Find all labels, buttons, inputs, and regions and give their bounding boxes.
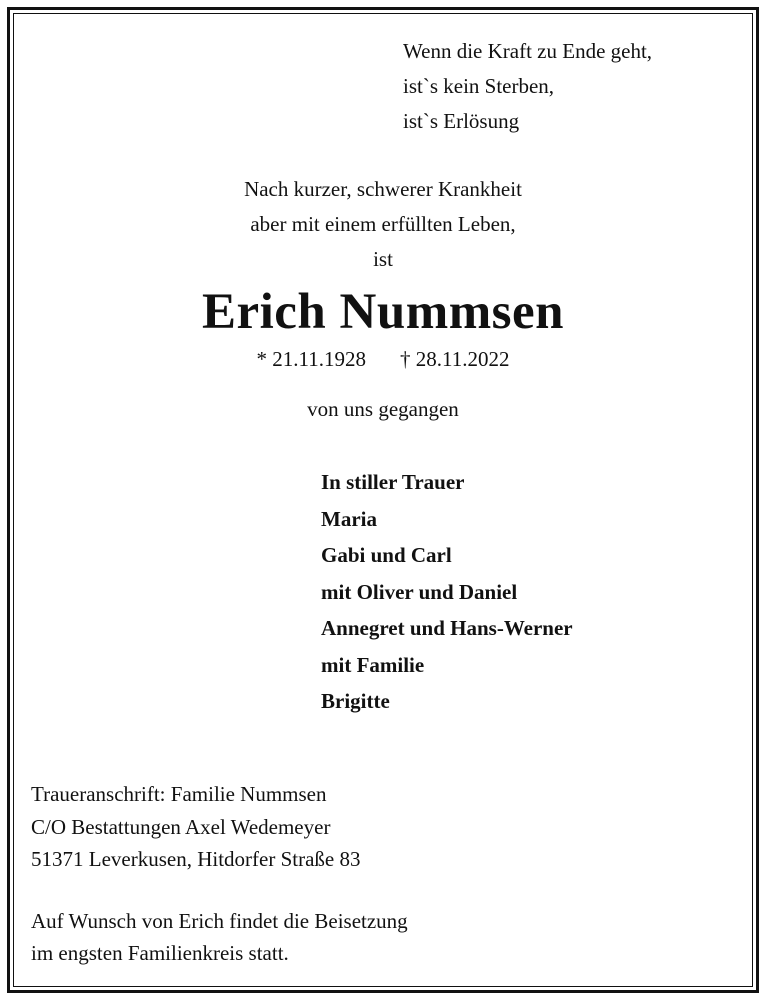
note-line: Auf Wunsch von Erich findet die Beisetzung [31, 909, 408, 933]
verse-line: ist`s kein Sterben, [403, 74, 555, 98]
intro-line: aber mit einem erfüllten Leben, [250, 212, 516, 236]
intro-text [0, 172, 766, 277]
death-date: † 28.11.2022 [400, 347, 510, 371]
mourner-line: mit Oliver und Daniel [321, 579, 518, 604]
note-line: im engsten Familienkreis statt. [31, 941, 289, 965]
mourner-line: mit Familie [321, 652, 425, 677]
address-line: Traueranschrift: Familie Nummsen [31, 782, 327, 806]
mourner-line: Maria [321, 506, 377, 531]
mourner-line: In stiller Trauer [321, 470, 465, 494]
deceased-name: Erich Nummsen [201, 284, 565, 340]
birth-date: * 21.11.1928 [256, 347, 366, 371]
mourning-address [31, 778, 361, 876]
passed-away-text: von uns gegangen [307, 397, 459, 421]
burial-note [31, 905, 408, 969]
life-dates [0, 344, 766, 374]
memorial-verse [403, 34, 652, 139]
intro-line: ist [373, 247, 393, 271]
verse-line: ist`s Erlösung [403, 109, 520, 133]
mourner-line: Annegret und Hans-Werner [321, 616, 573, 640]
address-line: C/O Bestattungen Axel Wedemeyer [31, 814, 331, 839]
verse-line: Wenn die Kraft zu Ende geht, [403, 39, 653, 63]
address-line: 51371 Leverkusen, Hitdorfer Straße 83 [31, 847, 361, 871]
mourner-line: Brigitte [321, 689, 390, 713]
mourner-line: Gabi und Carl [321, 543, 452, 567]
intro-line: Nach kurzer, schwerer Krankheit [244, 177, 522, 201]
mourners-list [321, 464, 573, 720]
